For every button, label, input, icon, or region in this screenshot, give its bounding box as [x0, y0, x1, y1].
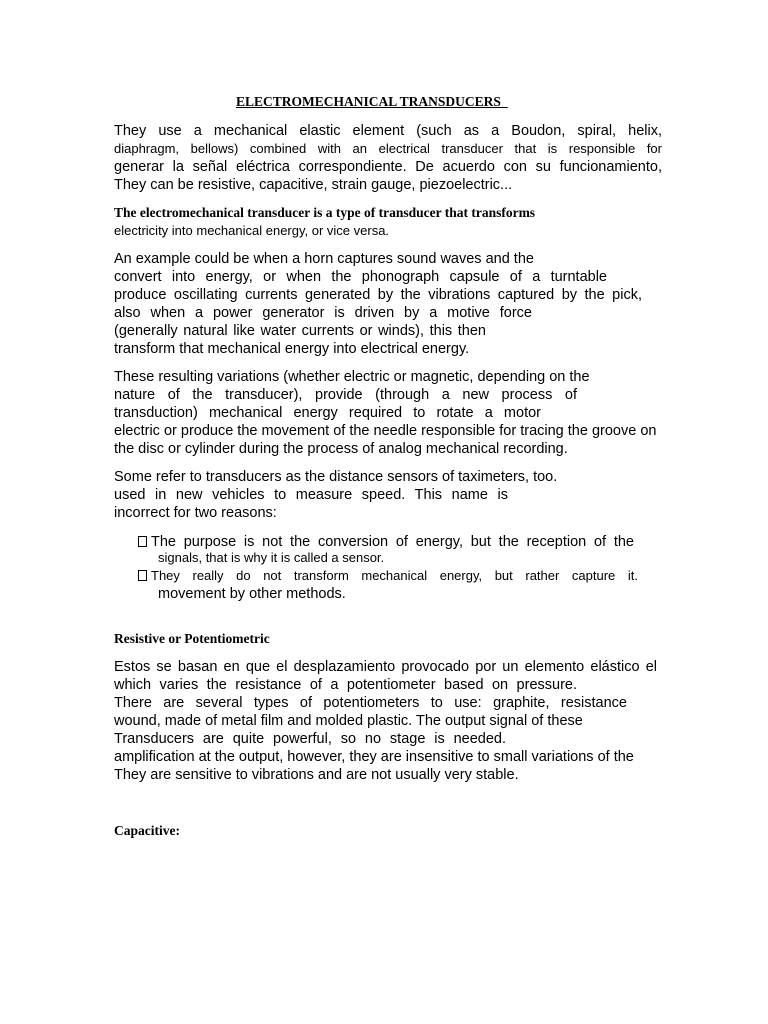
example-line-3: produce oscillating currents generated by the vibrations captured by the pick, — [114, 287, 642, 303]
resistive-line-7: They are sensitive to vibrations and are not usually very stable. — [114, 767, 519, 783]
sensors-line-2: used in new vehicles to measure speed. This name is — [114, 487, 508, 503]
example-line-5: (generally natural like water currents or winds), this then — [114, 323, 486, 339]
intro-line-2: diaphragm, bellows) combined with an electrical transducer that is responsible for — [114, 141, 662, 156]
variations-line-4: electric or produce the movement of the needle responsible for tracing the groove on — [114, 423, 657, 439]
example-line-2: convert into energy, or when the phonograph capsule of a turntable — [114, 269, 607, 285]
bullet-icon — [138, 570, 147, 581]
resistive-heading: Resistive or Potentiometric — [114, 631, 270, 646]
definition-line-2: electricity into mechanical energy, or vice versa. — [114, 223, 390, 238]
reason-1-text: The purpose is not the conversion of energy, but the reception of the — [151, 534, 634, 550]
example-line-6: transform that mechanical energy into electrical energy. — [114, 341, 470, 357]
intro-line-1: They use a mechanical elastic element (such as a Boudon, spiral, helix, — [114, 123, 662, 139]
resistive-line-4: wound, made of metal film and molded plastic. The output signal of these — [114, 713, 583, 729]
resistive-line-2: which varies the resistance of a potentiometer based on pressure. — [114, 677, 577, 693]
example-line-4: also when a power generator is driven by a motive force — [114, 305, 532, 321]
sensors-line-1: Some refer to transducers as the distance sensors of taximeters, too. — [114, 469, 558, 485]
reason-1-continuation: signals, that is why it is called a sensor. — [158, 550, 385, 565]
resistive-line-6: amplification at the output, however, they are insensitive to small variations of the — [114, 749, 634, 765]
sensors-line-3: incorrect for two reasons: — [114, 505, 277, 521]
intro-line-4: They can be resistive, capacitive, strain gauge, piezoelectric... — [114, 177, 513, 193]
reason-2-continuation: movement by other methods. — [158, 586, 346, 602]
definition-line-1: The electromechanical transducer is a type of transducer that transforms — [114, 205, 536, 220]
reason-2-text: They really do not transform mechanical energy, but rather capture it. — [151, 568, 638, 583]
resistive-line-5: Transducers are quite powerful, so no stage is needed. — [114, 731, 506, 747]
variations-line-1: These resulting variations (whether electric or magnetic, depending on the — [114, 369, 590, 385]
variations-line-5: the disc or cylinder during the process of analog mechanical recording. — [114, 441, 568, 457]
example-line-1: An example could be when a horn captures sound waves and the — [114, 251, 534, 267]
resistive-line-1: Estos se basan en que el desplazamiento provocado por un elemento elástico el — [114, 659, 657, 675]
reason-item-2 — [138, 567, 638, 585]
variations-line-3: transduction) mechanical energy required to rotate a motor — [114, 405, 541, 421]
resistive-line-3: There are several types of potentiometers to use: graphite, resistance — [114, 695, 627, 711]
capacitive-heading: Capacitive: — [114, 823, 180, 838]
document-title: ELECTROMECHANICAL TRANSDUCERS — [236, 94, 508, 109]
bullet-icon — [138, 536, 147, 547]
variations-line-2: nature of the transducer), provide (through a new process of — [114, 387, 577, 403]
intro-line-3: generar la señal eléctrica correspondiente. De acuerdo con su funcionamiento, — [114, 159, 662, 175]
